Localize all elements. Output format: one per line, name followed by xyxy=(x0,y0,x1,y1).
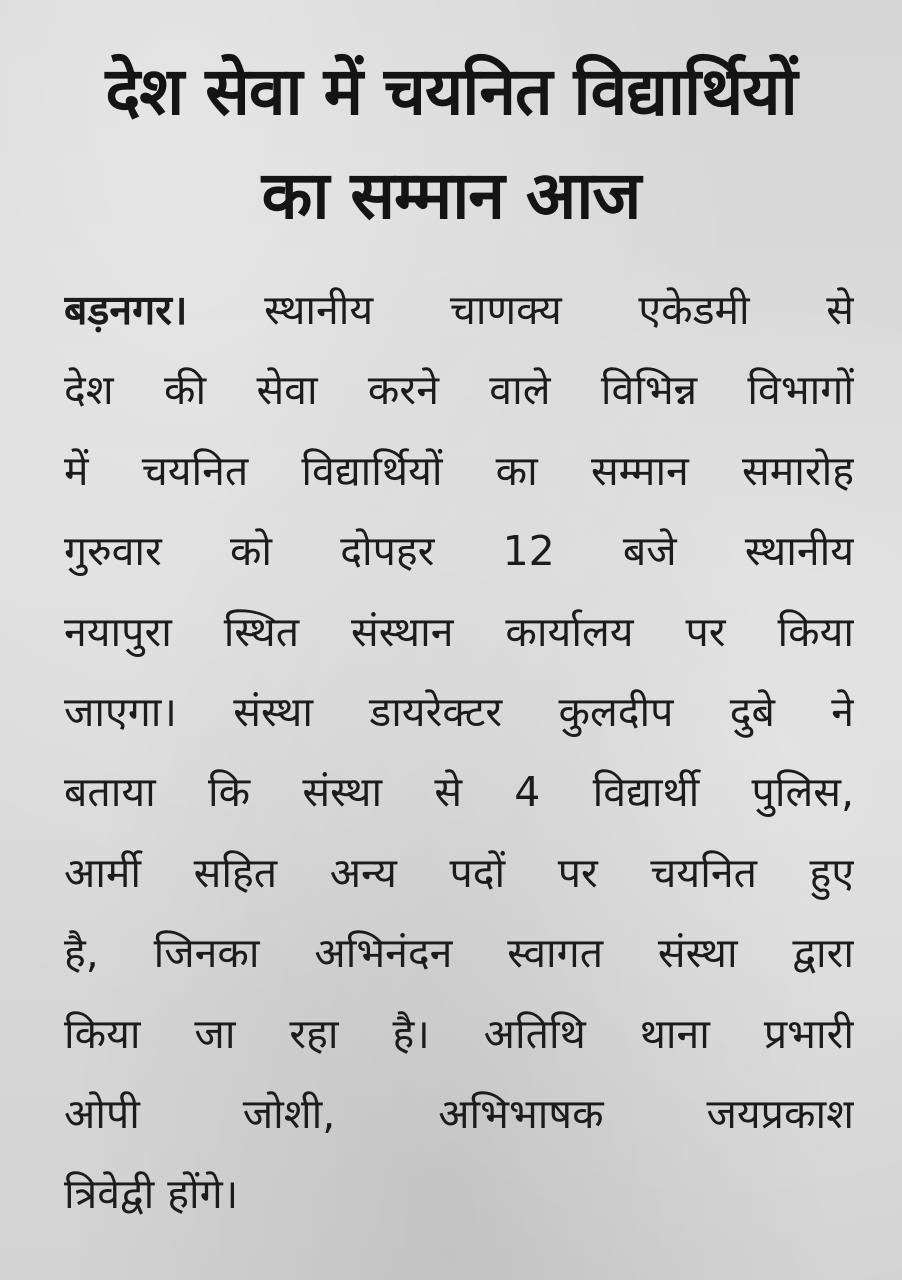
article-line: जाएगा। संस्था डायरेक्टर कुलदीप दुबे ने xyxy=(64,688,854,737)
headline xyxy=(40,40,862,248)
article-line: में चयनित विद्यार्थियों का सम्मान समारोह xyxy=(64,446,854,495)
article-line: बताया कि संस्था से 4 विद्यार्थी पुलिस, xyxy=(64,768,854,817)
article-line: त्रिवेद्वी होंगे। xyxy=(64,1170,239,1219)
article-line: गुरुवार को दोपहर 12 बजे स्थानीय xyxy=(64,527,854,576)
article-line xyxy=(64,270,854,350)
article-body xyxy=(64,270,854,1235)
article-line: देश की सेवा करने वाले विभिन्न विभागों xyxy=(64,366,854,415)
article-line: ओपी जोशी, अभिभाषक जयप्रकाश xyxy=(64,1090,854,1139)
article-line: नयापुरा स्थित संस्थान कार्यालय पर किया xyxy=(64,607,854,656)
headline-line-1: देश सेवा में चयनित विद्यार्थियों xyxy=(105,53,797,130)
article-line: किया जा रहा है। अतिथि थाना प्रभारी xyxy=(64,1009,854,1058)
article-line: आर्मी सहित अन्य पदों पर चयनित हुए xyxy=(64,848,854,897)
headline-line-2: का सम्मान आज xyxy=(261,157,641,234)
dateline: बड़नगर। xyxy=(64,286,188,334)
article-line-text: स्थानीय चाणक्य एकेडमी से xyxy=(187,286,854,334)
article-line: है, जिनका अभिनंदन स्वागत संस्था द्वारा xyxy=(64,929,854,978)
